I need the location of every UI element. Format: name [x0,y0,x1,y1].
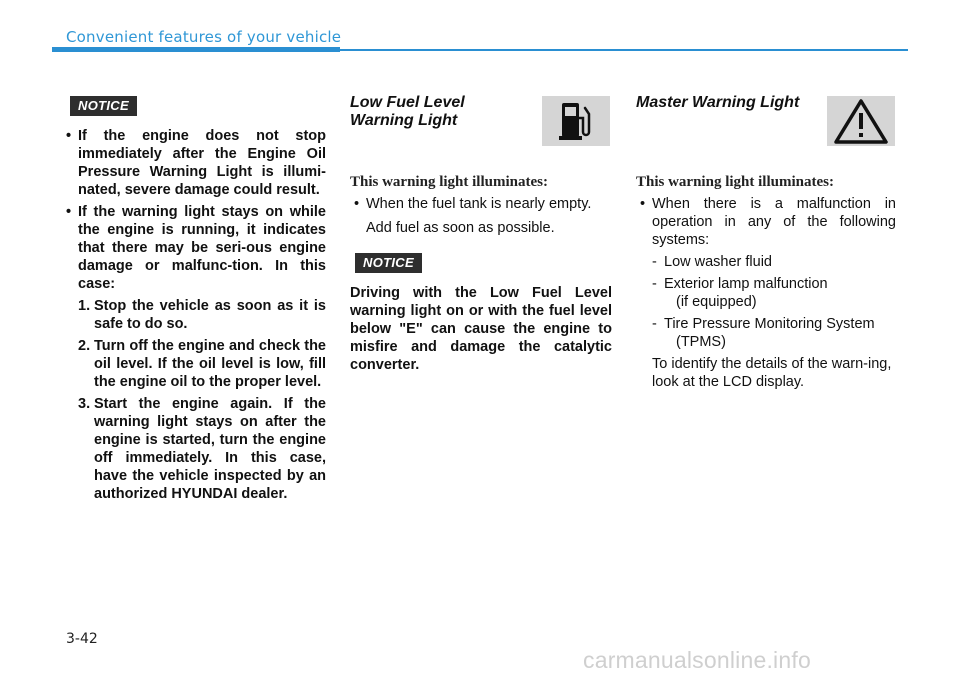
dash-mark: - [652,276,657,292]
follow-text: To identify the details of the warn-ing, look at the LCD display. [652,356,892,390]
section-header: Convenient features of your vehicle [66,28,342,46]
list-item: • When the fuel tank is nearly empty. [350,195,612,213]
watermark: carmanualsonline.info [583,647,811,673]
sub-heading: This warning light illuminates: [636,174,834,190]
title-line: Low Fuel Level [350,94,465,111]
step-text: Start the engine again. If the warning light stays on after the engine is started, turn the engine off immediately. In this case, have the vehicle inspected by an authorized HYUNDAI dealer. [94,396,326,502]
step-item [62,337,326,391]
master-warning-body [636,195,896,391]
list-item: • If the engine does not stop immediately after the Engine Oil Pressure Warning Light is illumi-nated, severe damage could result. [62,127,326,199]
notice-badge: NOTICE [70,96,137,116]
system-label: Exterior lamp malfunction [664,276,828,292]
low-fuel-body [350,195,612,237]
low-fuel-notice-text: Driving with the Low Fuel Level warning light on or with the fuel level below "E" can cause the engine to misfire and damage the catalytic converter. [350,285,612,373]
follow-text: Add fuel as soon as possible. [366,220,555,236]
step-number: 1. [78,298,91,314]
section-title-master-warning: Master Warning Light [636,94,800,111]
dash-mark: - [652,254,657,270]
step-number: 3. [78,396,91,412]
fuel-pump-icon [542,96,610,146]
list-item: • When there is a malfunction in operation in any of the following systems: [636,195,896,249]
notice-badge: NOTICE [355,253,422,273]
section-title-low-fuel [350,94,465,130]
step-text: Turn off the engine and check the oil level. If the oil level is low, fill the engine oil to the proper level. [94,338,326,390]
sub-heading: This warning light illuminates: [350,174,548,190]
system-label: Low washer fluid [664,254,772,270]
step-item [62,297,326,333]
system-note: (if equipped) [676,294,757,310]
system-note: (TPMS) [676,334,726,350]
header-rule-thin [340,49,908,51]
step-number: 2. [78,338,91,354]
header-rule-thick [52,47,340,52]
page-number: 3-42 [66,631,98,647]
step-text: Stop the vehicle as soon as it is safe to do so. [94,298,326,332]
system-item [636,275,896,311]
system-item [636,315,896,351]
oil-warning-notice-body [62,127,326,503]
system-item [636,253,896,271]
warning-triangle-icon [827,96,895,146]
step-item [62,395,326,503]
list-item: • If the warning light stays on while the engine is running, it indicates that there may be seri-ous engine damage or malfunc-tion. In this case: [62,203,326,293]
dash-mark: - [652,316,657,332]
title-line: Warning Light [350,112,458,129]
system-label: Tire Pressure Monitoring System [664,316,875,332]
